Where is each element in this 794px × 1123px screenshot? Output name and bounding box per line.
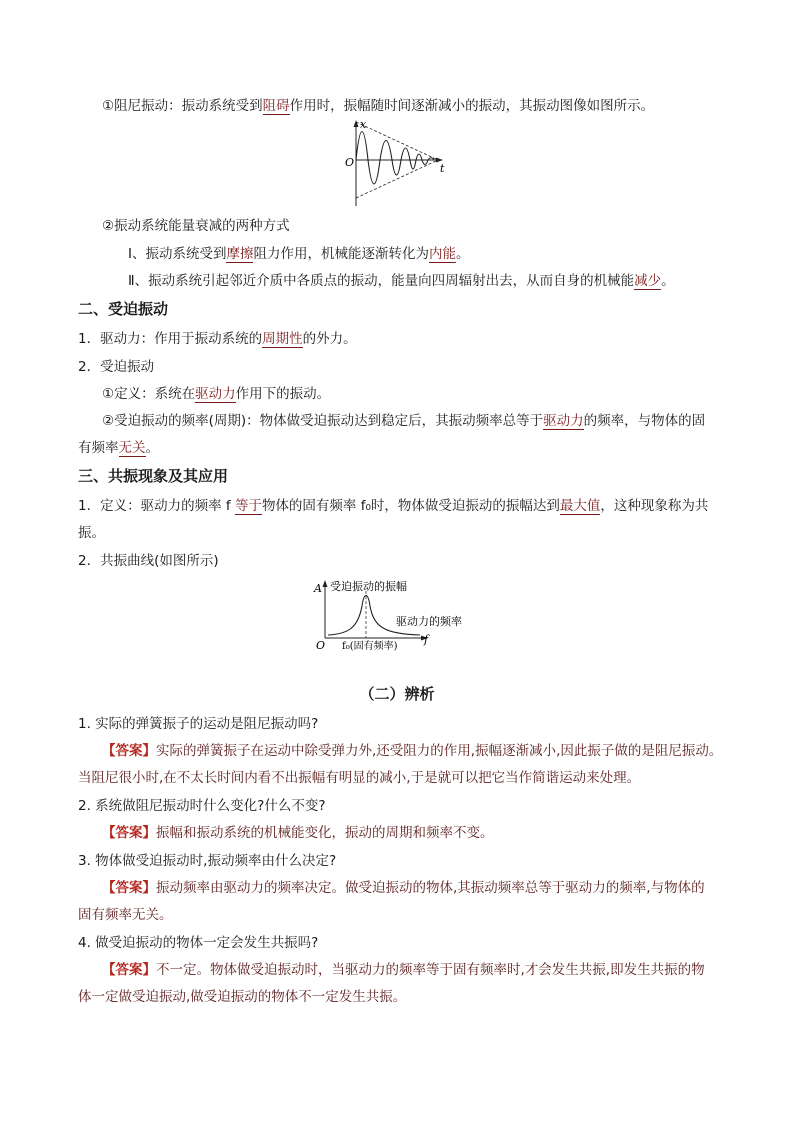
- energy-decay-title: ②振动系统能量衰减的两种方式: [102, 218, 290, 234]
- forced-vibration-frequency: ②受迫振动的频率(周期)：物体做受迫振动达到稳定后，其振动频率总等于驱动力的频率，与物体的固: [102, 413, 706, 429]
- answer-tag: 【答案】: [102, 962, 156, 978]
- answer-tag: 【答案】: [102, 743, 156, 759]
- energy-decay-way-2: Ⅱ、振动系统引起邻近介质中各质点的振动，能量向四周辐射出去，从而自身的机械能减少。: [128, 273, 675, 289]
- driving-force-definition: 1．驱动力：作用于振动系统的周期性的外力。: [78, 331, 357, 347]
- graph2-y-label: 受迫振动的振幅: [330, 580, 407, 593]
- graph1-origin-label: O: [345, 156, 355, 169]
- resonance-curve-graph: [312, 578, 492, 653]
- forced-vibration-definition: ①定义：系统在驱动力作用下的振动。: [102, 386, 331, 402]
- forced-vibration-frequency-cont: 有频率无关。: [78, 440, 159, 456]
- answer-3-cont: 固有频率无关。: [78, 907, 173, 923]
- question-3: 3. 物体做受迫振动时,振动频率由什么决定?: [78, 853, 337, 869]
- resonance-curve-title: 2．共振曲线(如图所示): [78, 553, 219, 569]
- section-heading-forced-vibration: 二、受迫振动: [78, 300, 169, 318]
- answer-tag: 【答案】: [102, 880, 156, 896]
- damped-vibration-graph: [340, 118, 450, 208]
- section-heading-resonance: 三、共振现象及其应用: [78, 467, 229, 485]
- answer-1-cont: 当阻尼很小时,在不太长时间内看不出振幅有明显的减小,于是就可以把它当作简谐运动来处理。: [78, 770, 641, 786]
- section-heading-analysis: （二）辨析: [359, 685, 435, 703]
- answer-3: 【答案】振动频率由驱动力的频率决定。做受迫振动的物体,其振动频率总等于驱动力的频率,与物体的: [102, 880, 705, 896]
- question-4: 4. 做受迫振动的物体一定会发生共振吗?: [78, 935, 319, 951]
- resonance-definition: 1．定义：驱动力的频率 f 等于物体的固有频率 f₀时，物体做受迫振动的振幅达到最大值，这种现象称为共: [78, 498, 709, 514]
- answer-2: 【答案】振幅和振动系统的机械能变化，振动的周期和频率不变。: [102, 825, 494, 841]
- damped-vibration-definition: ①阻尼振动：振动系统受到阻碍作用时，振幅随时间逐渐减小的振动，其振动图像如图所示。: [102, 98, 655, 114]
- graph2-y-axis-label: A: [314, 582, 322, 595]
- energy-decay-way-1: Ⅰ、振动系统受到摩擦阻力作用，机械能逐渐转化为内能。: [128, 246, 470, 262]
- graph2-curve-label: 驱动力的频率: [396, 615, 462, 628]
- graph1-x-axis-label: t: [440, 162, 445, 175]
- answer-4-cont: 体一定做受迫振动,做受迫振动的物体不一定发生共振。: [78, 989, 407, 1005]
- answer-1: 【答案】实际的弹簧振子在运动中除受弹力外,还受阻力的作用,振幅逐渐减小,因此振子做的是阻尼振动。: [102, 743, 723, 759]
- resonance-definition-cont: 振。: [78, 525, 105, 541]
- answer-tag: 【答案】: [102, 825, 156, 841]
- forced-vibration-title: 2．受迫振动: [78, 359, 155, 375]
- graph2-x-tick-label: f₀(固有频率): [342, 641, 398, 652]
- question-2: 2. 系统做阻尼振动时什么变化?什么不变?: [78, 798, 326, 814]
- graph1-y-axis-label: x: [360, 118, 367, 131]
- answer-4: 【答案】不一定。物体做受迫振动时，当驱动力的频率等于固有频率时,才会发生共振,即发生共振的物: [102, 962, 705, 978]
- graph2-x-axis-label: f: [424, 633, 429, 646]
- question-1: 1. 实际的弹簧振子的运动是阻尼振动吗?: [78, 716, 319, 732]
- graph2-origin-label: O: [316, 639, 326, 652]
